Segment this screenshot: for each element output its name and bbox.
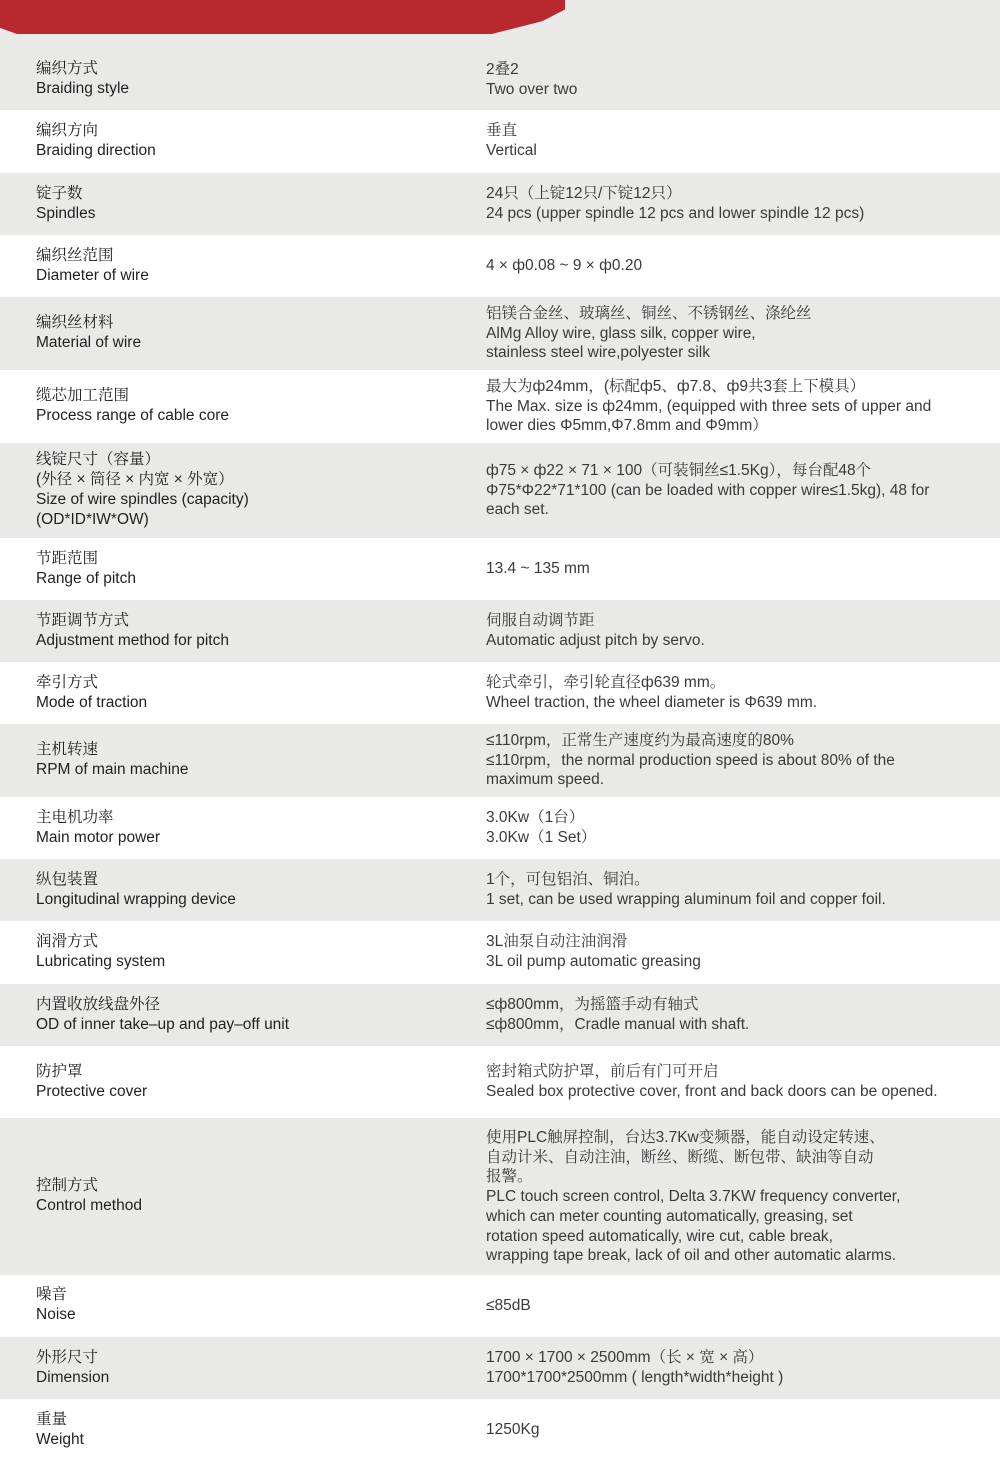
label-en: Spindles bbox=[36, 205, 96, 222]
value-en: wrapping tape break, lack of oil and other automatic alarms. bbox=[486, 1247, 897, 1265]
spec-value bbox=[486, 870, 986, 909]
spec-row-range-of-pitch bbox=[0, 538, 1000, 600]
spec-label bbox=[36, 549, 476, 589]
spec-row-control-method bbox=[0, 1118, 1000, 1275]
label-zh: 纵包装置 bbox=[36, 871, 99, 888]
spec-row-noise bbox=[0, 1275, 1000, 1337]
value-zh: 密封箱式防护罩，前后有门可开启 bbox=[486, 1063, 719, 1080]
label-zh: 编织方式 bbox=[36, 60, 99, 77]
spec-row-mode-of-traction bbox=[0, 662, 1000, 724]
label-en: Size of wire spindles (capacity) bbox=[36, 491, 249, 508]
spec-label bbox=[36, 995, 476, 1035]
value-en: The Max. size is ф24mm, (equipped with three sets of upper and bbox=[486, 397, 932, 415]
value-en: Automatic adjust pitch by servo. bbox=[486, 631, 705, 649]
spec-label bbox=[36, 313, 476, 353]
spec-label bbox=[36, 673, 476, 713]
spec-value bbox=[486, 184, 986, 223]
label-en: Weight bbox=[36, 1431, 84, 1448]
spec-value bbox=[486, 1128, 986, 1266]
value-zh: 24只（上锭12只/下锭12只） bbox=[486, 185, 682, 202]
label-zh: 缆芯加工范围 bbox=[36, 387, 130, 404]
spec-value bbox=[486, 1296, 986, 1316]
spec-value bbox=[486, 1062, 986, 1101]
spec-value bbox=[486, 304, 986, 363]
label-zh: 主电机功率 bbox=[36, 809, 114, 826]
label-en: Adjustment method for pitch bbox=[36, 632, 229, 649]
value-zh: 轮式牵引，牵引轮直径ф639 mm。 bbox=[486, 674, 726, 691]
value-en: Two over two bbox=[486, 80, 578, 98]
value-line: ≤85dB bbox=[486, 1297, 531, 1314]
value-en: lower dies Φ5mm,Φ7.8mm and Φ9mm） bbox=[486, 417, 768, 435]
value-en: rotation speed automatically, wire cut, cable break, bbox=[486, 1227, 833, 1245]
label-zh: 外形尺寸 bbox=[36, 1349, 99, 1366]
spec-value bbox=[486, 808, 986, 847]
spec-row-dimension bbox=[0, 1337, 1000, 1399]
spec-label bbox=[36, 59, 476, 99]
value-en: ≤110rpm，the normal production speed is about 80% of the bbox=[486, 751, 895, 769]
label-zh: 防护罩 bbox=[36, 1063, 83, 1080]
spec-value bbox=[486, 611, 986, 650]
value-zh: 1个，可包铝泊、铜泊。 bbox=[486, 871, 650, 888]
value-zh: 自动计米、自动注油，断丝、断缆、断包带、缺油等自动 bbox=[486, 1148, 874, 1166]
label-zh: 锭子数 bbox=[36, 185, 83, 202]
value-en: 1700*1700*2500mm ( length*width*height ) bbox=[486, 1368, 784, 1386]
value-en: Sealed box protective cover, front and back doors can be opened. bbox=[486, 1082, 938, 1100]
spec-label bbox=[36, 246, 476, 286]
value-en: maximum speed. bbox=[486, 771, 605, 789]
value-zh: 3L油泵自动注油润滑 bbox=[486, 933, 628, 950]
spec-label bbox=[36, 1285, 476, 1325]
spec-label bbox=[36, 386, 476, 426]
value-en: Φ75*Φ22*71*100 (can be loaded with copper wire≤1.5kg), 48 for bbox=[486, 481, 930, 499]
value-zh: ≤ф800mm，为摇篮手动有轴式 bbox=[486, 996, 699, 1013]
spec-value bbox=[486, 559, 986, 579]
spec-row-spindles bbox=[0, 173, 1000, 235]
label-en: RPM of main machine bbox=[36, 761, 189, 778]
label-zh: (外径 × 筒径 × 内宽 × 外宽） bbox=[36, 471, 234, 488]
value-en: stainless steel wire,polyester silk bbox=[486, 344, 710, 362]
label-en: Braiding style bbox=[36, 80, 130, 97]
spec-label bbox=[36, 740, 476, 780]
value-line: 1250Kg bbox=[486, 1421, 540, 1438]
spec-row-main-motor-power bbox=[0, 797, 1000, 859]
value-en: each set. bbox=[486, 501, 549, 519]
label-en: Diameter of wire bbox=[36, 267, 149, 284]
spec-label bbox=[36, 121, 476, 161]
spec-label bbox=[36, 1348, 476, 1388]
spec-label bbox=[36, 870, 476, 910]
value-en: which can meter counting automatically, greasing, set bbox=[486, 1207, 853, 1225]
value-en: PLC touch screen control, Delta 3.7KW frequency converter, bbox=[486, 1188, 901, 1206]
spec-label bbox=[36, 1062, 476, 1102]
value-en: Wheel traction, the wheel diameter is Φ639 mm. bbox=[486, 693, 818, 711]
value-zh: 使用PLC触屏控制，台达3.7Kw变频器，能自动设定转速、 bbox=[486, 1129, 885, 1146]
label-zh: 线锭尺寸（容量） bbox=[36, 451, 161, 468]
label-en: Main motor power bbox=[36, 829, 161, 846]
value-zh: 报警。 bbox=[486, 1168, 533, 1186]
value-zh: 2叠2 bbox=[486, 61, 519, 78]
spec-row-weight bbox=[0, 1399, 1000, 1462]
label-zh: 编织丝材料 bbox=[36, 314, 114, 331]
spec-value bbox=[486, 377, 986, 436]
label-zh: 编织丝范围 bbox=[36, 247, 114, 264]
value-zh: ф75 × ф22 × 71 × 100（可装铜丝≤1.5Kg），每台配48个 bbox=[486, 462, 872, 479]
value-zh: ≤110rpm，正常生产速度约为最高速度的80% bbox=[486, 732, 794, 749]
spec-row-lubricating-system bbox=[0, 921, 1000, 984]
label-en: Range of pitch bbox=[36, 570, 136, 587]
label-zh: 控制方式 bbox=[36, 1177, 99, 1194]
label-en: Process range of cable core bbox=[36, 407, 229, 424]
value-en: ≤ф800mm，Cradle manual with shaft. bbox=[486, 1015, 750, 1033]
label-zh: 润滑方式 bbox=[36, 933, 99, 950]
spec-row-od-inner-unit bbox=[0, 984, 1000, 1046]
spec-value bbox=[486, 932, 986, 971]
value-line: 4 × ф0.08 ~ 9 × ф0.20 bbox=[486, 257, 643, 274]
spec-row-material-of-wire bbox=[0, 297, 1000, 370]
label-en: Dimension bbox=[36, 1369, 110, 1386]
spec-value bbox=[486, 995, 986, 1034]
label-en: Braiding direction bbox=[36, 142, 156, 159]
spec-value bbox=[486, 256, 986, 276]
value-zh: 1700 × 1700 × 2500mm（长 × 宽 × 高） bbox=[486, 1349, 764, 1366]
label-en: OD of inner take–up and pay–off unit bbox=[36, 1016, 290, 1033]
label-en: (OD*ID*IW*OW) bbox=[36, 511, 149, 528]
spec-row-pitch-adjustment bbox=[0, 600, 1000, 662]
spec-label bbox=[36, 450, 476, 530]
spec-value bbox=[486, 1420, 986, 1440]
spec-label bbox=[36, 932, 476, 972]
value-zh: 伺服自动调节距 bbox=[486, 612, 595, 629]
spec-row-diameter-of-wire bbox=[0, 235, 1000, 297]
value-zh: 3.0Kw（1台） bbox=[486, 809, 585, 826]
value-en: 3.0Kw（1 Set） bbox=[486, 828, 597, 846]
value-zh: 铝镁合金丝、玻璃丝、铜丝、不锈钢丝、涤纶丝 bbox=[486, 305, 812, 322]
value-en: Vertical bbox=[486, 141, 537, 159]
spec-row-rpm bbox=[0, 724, 1000, 797]
label-en: Noise bbox=[36, 1306, 76, 1323]
spec-label bbox=[36, 611, 476, 651]
value-en: 24 pcs (upper spindle 12 pcs and lower spindle 12 pcs) bbox=[486, 204, 865, 222]
spec-label bbox=[36, 808, 476, 848]
label-en: Mode of traction bbox=[36, 694, 148, 711]
label-zh: 节距范围 bbox=[36, 550, 99, 567]
label-zh: 主机转速 bbox=[36, 741, 99, 758]
spec-row-braiding-direction bbox=[0, 110, 1000, 173]
spec-row-longitudinal-wrapping bbox=[0, 859, 1000, 921]
label-zh: 噪音 bbox=[36, 1286, 68, 1303]
value-line: 13.4 ~ 135 mm bbox=[486, 560, 590, 577]
section-header-banner bbox=[0, 0, 565, 34]
spec-value bbox=[486, 673, 986, 712]
label-zh: 牵引方式 bbox=[36, 674, 99, 691]
value-en: AlMg Alloy wire, glass silk, copper wire, bbox=[486, 324, 756, 342]
value-en: 3L oil pump automatic greasing bbox=[486, 952, 701, 970]
spec-value bbox=[486, 461, 986, 520]
spec-value bbox=[486, 121, 986, 160]
label-zh: 编织方向 bbox=[36, 122, 99, 139]
label-zh: 节距调节方式 bbox=[36, 612, 130, 629]
value-en: 1 set, can be used wrapping aluminum foil and copper foil. bbox=[486, 890, 886, 908]
label-en: Material of wire bbox=[36, 334, 142, 351]
spec-label bbox=[36, 1410, 476, 1450]
label-zh: 内置收放线盘外径 bbox=[36, 996, 161, 1013]
spec-value bbox=[486, 1348, 986, 1387]
spec-row-protective-cover bbox=[0, 1046, 1000, 1118]
spec-value bbox=[486, 731, 986, 790]
value-zh: 最大为ф24mm，(标配ф5、ф7.8、ф9共3套上下模具） bbox=[486, 378, 866, 395]
spec-row-wire-spindle-size bbox=[0, 443, 1000, 538]
label-en: Longitudinal wrapping device bbox=[36, 891, 236, 908]
spec-row-process-range bbox=[0, 370, 1000, 443]
label-zh: 重量 bbox=[36, 1411, 68, 1428]
label-en: Protective cover bbox=[36, 1083, 148, 1100]
spec-label bbox=[36, 184, 476, 224]
label-en: Control method bbox=[36, 1197, 142, 1214]
value-zh: 垂直 bbox=[486, 122, 518, 139]
spec-label bbox=[36, 1176, 476, 1216]
label-en: Lubricating system bbox=[36, 953, 166, 970]
spec-value bbox=[486, 60, 986, 99]
